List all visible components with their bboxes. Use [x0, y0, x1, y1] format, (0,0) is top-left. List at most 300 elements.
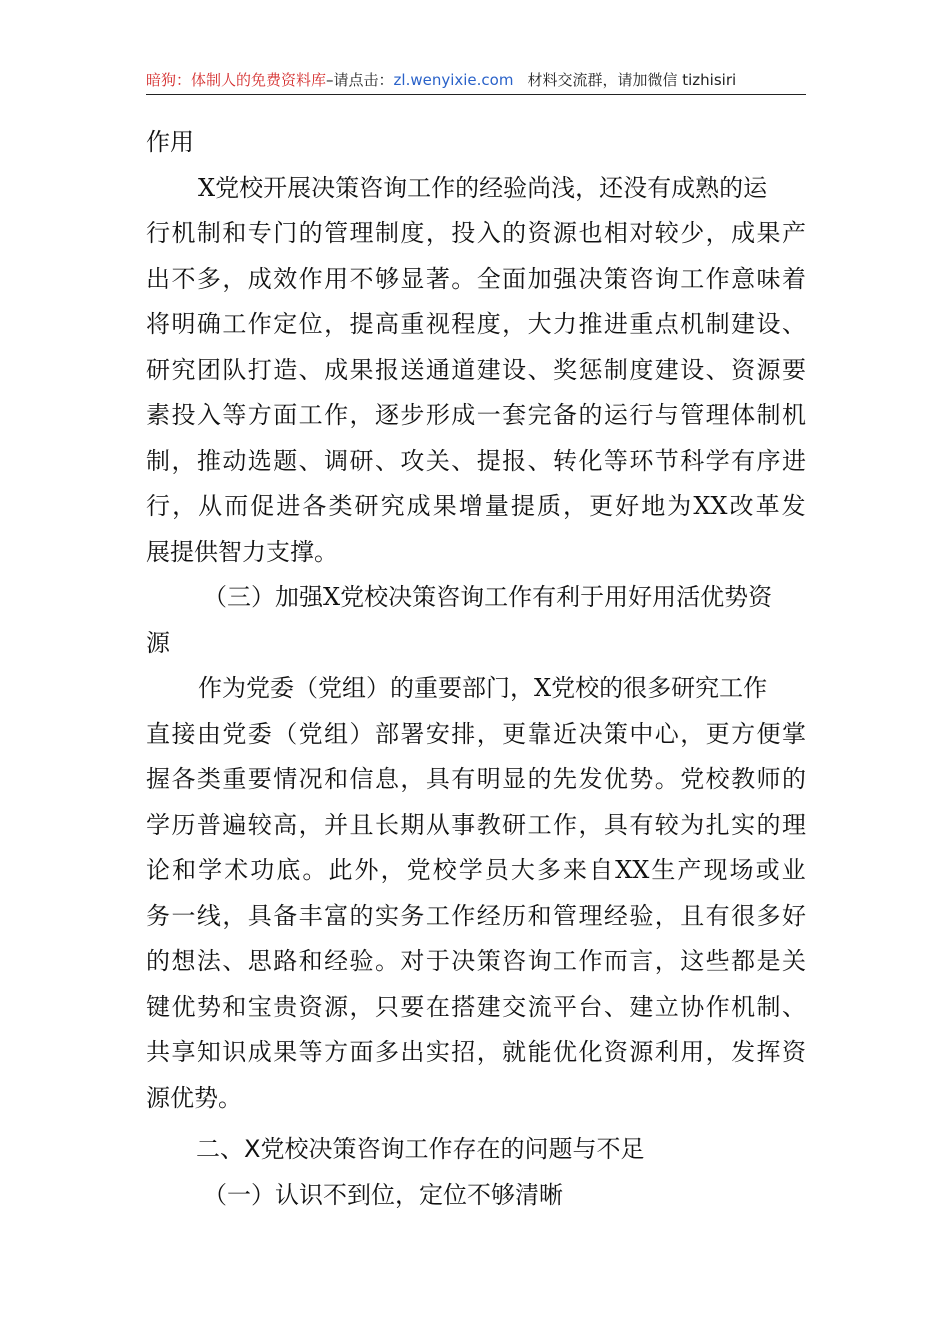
- glyph: 具: [603, 810, 628, 839]
- glyph: 高: [374, 310, 399, 338]
- glyph: 资: [298, 992, 323, 1021]
- glyph: 奖: [553, 355, 577, 384]
- glyph: 决: [578, 719, 603, 748]
- glyph: 果: [273, 1038, 298, 1066]
- glyph: 动: [222, 446, 247, 475]
- glyph: 着: [781, 264, 806, 293]
- glyph: 工: [680, 264, 705, 293]
- paragraph-line: [146, 393, 806, 439]
- glyph: 转: [553, 446, 577, 475]
- glyph: 。: [374, 947, 399, 975]
- glyph: 究: [171, 355, 196, 384]
- glyph: 造: [273, 355, 298, 384]
- glyph: 、: [781, 992, 806, 1021]
- glyph: 对: [400, 947, 425, 975]
- glyph: 实: [374, 901, 399, 930]
- glyph: 键: [146, 992, 170, 1021]
- glyph: 情: [273, 765, 298, 793]
- paragraph-line: [146, 1030, 806, 1076]
- glyph: 优: [171, 992, 196, 1021]
- glyph: 和: [324, 765, 349, 793]
- glyph: 重: [400, 310, 425, 338]
- glyph: 、: [222, 947, 247, 975]
- glyph: 套: [502, 401, 527, 429]
- glyph: 搭: [451, 992, 476, 1021]
- glyph: 校: [432, 856, 457, 884]
- glyph: 打: [247, 355, 272, 384]
- glyph: 实: [425, 1038, 450, 1066]
- paragraph-line: 作用: [146, 128, 194, 156]
- glyph: 于: [425, 947, 450, 975]
- glyph: ，: [380, 856, 405, 884]
- glyph: 和: [222, 219, 247, 247]
- glyph: 自: [589, 856, 614, 884]
- header-wechat: 材料交流群，请加微信 tizhisiri: [527, 71, 737, 89]
- glyph: 靠: [527, 719, 552, 748]
- page-header: [146, 66, 806, 95]
- glyph: 用: [680, 1038, 705, 1066]
- glyph: 味: [756, 264, 781, 293]
- glyph: ，: [654, 901, 679, 930]
- glyph: 场: [729, 856, 754, 884]
- glyph: 选: [247, 446, 272, 475]
- glyph: 大: [510, 856, 535, 884]
- glyph: 作: [705, 992, 730, 1021]
- glyph: 机: [680, 310, 705, 338]
- glyph: ，: [298, 810, 323, 839]
- glyph: 形: [425, 401, 450, 429]
- glyph: 历: [171, 810, 196, 839]
- glyph: 询: [527, 947, 552, 975]
- glyph: 协: [680, 992, 705, 1021]
- glyph: 够: [374, 264, 399, 293]
- glyph: 经: [324, 947, 349, 975]
- glyph: 道: [451, 355, 476, 384]
- glyph: 较: [654, 810, 679, 839]
- glyph: 素: [146, 401, 170, 429]
- glyph: 产: [677, 856, 702, 884]
- glyph: 有: [731, 446, 756, 475]
- glyph: 署: [400, 719, 425, 748]
- glyph: 招: [451, 1038, 476, 1066]
- glyph: 贵: [273, 992, 298, 1021]
- glyph: 作: [324, 401, 349, 429]
- glyph: 入: [476, 219, 501, 247]
- glyph: 制: [374, 219, 399, 247]
- glyph: 信: [349, 765, 374, 793]
- glyph: 制: [146, 446, 170, 475]
- glyph: 的: [349, 901, 374, 930]
- glyph: 咨: [629, 264, 654, 293]
- glyph: 交: [502, 992, 527, 1021]
- glyph: 实: [731, 810, 756, 839]
- glyph: 势: [629, 765, 654, 793]
- glyph: 方: [247, 401, 272, 429]
- glyph: 平: [553, 992, 577, 1021]
- glyph: 制: [603, 355, 628, 384]
- glyph: ，: [324, 310, 349, 338]
- paragraph-line: [146, 939, 806, 985]
- glyph: 验: [349, 947, 374, 975]
- glyph: 务: [400, 901, 425, 930]
- glyph: 程: [451, 310, 476, 338]
- glyph: ，: [476, 1038, 501, 1066]
- glyph: 的: [146, 947, 170, 975]
- glyph: 通: [425, 355, 450, 384]
- glyph: 便: [756, 719, 781, 748]
- glyph: 、: [705, 355, 730, 384]
- glyph: 学: [146, 810, 170, 839]
- glyph: 况: [298, 765, 323, 793]
- section-heading: 二、X党校决策咨询工作存在的问题与不足: [196, 1135, 645, 1163]
- glyph: 策: [603, 719, 628, 748]
- glyph: 师: [756, 765, 781, 793]
- glyph: 度: [629, 355, 654, 384]
- glyph: 和: [298, 947, 323, 975]
- glyph: 优: [603, 765, 628, 793]
- glyph: 和: [222, 992, 247, 1021]
- glyph: 关: [781, 947, 806, 975]
- glyph: 调: [324, 446, 349, 475]
- glyph: 流: [527, 992, 552, 1021]
- glyph: 的: [781, 765, 806, 793]
- glyph: 作: [247, 310, 272, 338]
- glyph: 和: [172, 856, 197, 884]
- glyph: 类: [196, 765, 221, 793]
- glyph: 术: [224, 856, 249, 884]
- glyph: 决: [578, 264, 603, 293]
- glyph: XX: [693, 492, 728, 520]
- glyph: 逐: [374, 401, 399, 429]
- glyph: 推: [196, 446, 221, 475]
- glyph: 备: [273, 901, 298, 930]
- glyph: 且: [680, 901, 705, 930]
- glyph: 安: [425, 719, 450, 748]
- glyph: ，: [222, 901, 247, 930]
- glyph: 将: [146, 310, 170, 338]
- glyph: 果: [349, 355, 374, 384]
- paragraph-line: [146, 848, 806, 894]
- paragraph-line: [146, 348, 806, 394]
- glyph: 一: [476, 401, 501, 429]
- glyph: 线: [196, 901, 221, 930]
- glyph: 共: [146, 1038, 170, 1066]
- glyph: 重: [629, 310, 654, 338]
- glyph: 较: [247, 810, 272, 839]
- glyph: 节: [654, 446, 679, 475]
- glyph: 机: [171, 219, 196, 247]
- glyph: 资: [603, 1038, 628, 1066]
- glyph: 著: [425, 264, 450, 293]
- glyph: 、: [298, 446, 323, 475]
- glyph: 成: [731, 219, 756, 247]
- glyph: 产: [781, 219, 806, 247]
- glyph: 就: [502, 1038, 527, 1066]
- glyph: 理: [781, 810, 806, 839]
- glyph: 究: [380, 492, 405, 520]
- glyph: 排: [451, 719, 476, 748]
- glyph: 有: [451, 765, 476, 793]
- glyph: 为: [680, 810, 705, 839]
- glyph: 、: [374, 446, 399, 475]
- glyph: 多: [374, 1038, 399, 1066]
- glyph: 学: [705, 446, 730, 475]
- glyph: 期: [400, 810, 425, 839]
- glyph: 量: [484, 492, 509, 520]
- glyph: 成: [451, 401, 476, 429]
- paragraph-line: [146, 985, 806, 1031]
- glyph: 效: [273, 264, 298, 293]
- glyph: 台: [578, 992, 603, 1021]
- glyph: 进: [781, 446, 806, 475]
- glyph: 要: [781, 355, 806, 384]
- paragraph-line: 展提供智力支撑。: [146, 537, 338, 566]
- glyph: 丰: [298, 901, 323, 930]
- glyph: 队: [222, 355, 247, 384]
- glyph: 、: [527, 446, 552, 475]
- glyph: 现: [703, 856, 728, 884]
- glyph: 面: [349, 1038, 374, 1066]
- glyph: 好: [781, 901, 806, 930]
- glyph: 步: [400, 401, 425, 429]
- glyph: 工: [222, 310, 247, 338]
- glyph: 高: [273, 810, 298, 839]
- glyph: 些: [705, 947, 730, 975]
- glyph: 工: [425, 901, 450, 930]
- glyph: 提: [476, 446, 501, 475]
- glyph: 的: [578, 401, 603, 429]
- glyph: 成: [247, 1038, 272, 1066]
- glyph: 重: [222, 765, 247, 793]
- paragraph-line: [146, 803, 806, 849]
- glyph: 备: [553, 401, 577, 429]
- glyph: 在: [425, 992, 450, 1021]
- glyph: 改: [729, 492, 754, 520]
- glyph: 行: [629, 401, 654, 429]
- glyph: 决: [451, 947, 476, 975]
- glyph: 位: [298, 310, 323, 338]
- glyph: 论: [146, 856, 170, 884]
- glyph: 好: [615, 492, 640, 520]
- glyph: 制: [756, 401, 781, 429]
- glyph: 而: [603, 947, 628, 975]
- glyph: 由: [196, 719, 221, 748]
- glyph: 点: [654, 310, 679, 338]
- glyph: 富: [324, 901, 349, 930]
- glyph: 成: [406, 492, 431, 520]
- glyph: 先: [553, 765, 577, 793]
- glyph: 化: [578, 446, 603, 475]
- glyph: 出: [146, 264, 170, 293]
- glyph: 团: [196, 355, 221, 384]
- glyph: 优: [553, 1038, 577, 1066]
- glyph: 来: [563, 856, 587, 884]
- glyph: 很: [731, 901, 756, 930]
- glyph: 视: [425, 310, 450, 338]
- glyph: 机: [731, 992, 756, 1021]
- glyph: 方: [324, 1038, 349, 1066]
- glyph: 专: [247, 219, 272, 247]
- glyph: 经: [476, 901, 501, 930]
- glyph: 确: [196, 310, 221, 338]
- glyph: 、: [527, 355, 552, 384]
- glyph: 源: [629, 1038, 654, 1066]
- glyph: 作: [298, 264, 323, 293]
- glyph: 理: [578, 901, 603, 930]
- glyph: 历: [502, 901, 527, 930]
- glyph: 普: [196, 810, 221, 839]
- paragraph-line: X党校开展决策咨询工作的经验尚浅，还没有成熟的运: [198, 173, 768, 202]
- glyph: 想: [171, 947, 196, 975]
- glyph: 接: [171, 719, 196, 748]
- glyph: ，: [400, 765, 425, 793]
- glyph: 校: [705, 765, 730, 793]
- glyph: 验: [629, 901, 654, 930]
- header-url-link[interactable]: zl.wenyixie.com: [393, 71, 514, 89]
- glyph: 这: [680, 947, 705, 975]
- glyph: 显: [400, 264, 425, 293]
- glyph: 不: [349, 264, 374, 293]
- glyph: 科: [680, 446, 705, 475]
- glyph: 完: [527, 401, 552, 429]
- paragraph-line: [146, 712, 806, 758]
- glyph: 、: [603, 992, 628, 1021]
- glyph: 建: [476, 992, 501, 1021]
- subsection-heading: （三）加强X党校决策咨询工作有利于用好用活优势资: [203, 583, 773, 611]
- glyph: 、: [451, 446, 476, 475]
- glyph: 的: [527, 765, 552, 793]
- glyph: 研: [146, 355, 170, 384]
- glyph: 有: [705, 901, 730, 930]
- glyph: 享: [171, 1038, 196, 1066]
- glyph: 具: [425, 765, 450, 793]
- glyph: 策: [476, 947, 501, 975]
- glyph: 心: [654, 719, 679, 748]
- glyph: ，: [172, 492, 197, 520]
- glyph: 党: [222, 719, 247, 748]
- glyph: 质: [536, 492, 561, 520]
- glyph: 务: [146, 901, 170, 930]
- glyph: 只: [374, 992, 399, 1021]
- paragraph-line: [146, 484, 806, 530]
- glyph: 革: [755, 492, 780, 520]
- glyph: 作: [553, 810, 577, 839]
- glyph: 组: [324, 719, 349, 748]
- glyph: 管: [324, 219, 349, 247]
- glyph: 源: [324, 992, 349, 1021]
- glyph: 而: [224, 492, 249, 520]
- glyph: 类: [328, 492, 353, 520]
- glyph: 作: [578, 947, 603, 975]
- glyph: 势: [196, 992, 221, 1021]
- glyph: 是: [756, 947, 781, 975]
- glyph: 也: [578, 219, 603, 247]
- glyph: 全: [476, 264, 501, 293]
- glyph: 攻: [400, 446, 425, 475]
- paragraph-line: [146, 302, 806, 348]
- glyph: ，: [705, 219, 730, 247]
- paragraph-line: [146, 894, 806, 940]
- glyph: 运: [603, 401, 628, 429]
- glyph: 员: [484, 856, 509, 884]
- glyph: 发: [578, 765, 603, 793]
- glyph: 工: [298, 401, 323, 429]
- glyph: 党: [298, 719, 323, 748]
- glyph: 面: [502, 264, 527, 293]
- glyph: 理: [705, 401, 730, 429]
- glyph: 思: [247, 947, 272, 975]
- glyph: 外: [354, 856, 379, 884]
- glyph: 握: [146, 765, 170, 793]
- glyph: 挥: [756, 1038, 781, 1066]
- glyph: ，: [563, 492, 587, 520]
- glyph: 更: [589, 492, 614, 520]
- paragraph-line: [146, 757, 806, 803]
- glyph: 成: [247, 264, 272, 293]
- glyph: ，: [654, 947, 679, 975]
- glyph: 的: [298, 219, 323, 247]
- glyph: 学: [198, 856, 223, 884]
- glyph: 的: [502, 219, 527, 247]
- glyph: ，: [502, 310, 527, 338]
- glyph: 体: [731, 401, 756, 429]
- glyph: 行: [146, 492, 170, 520]
- glyph: 源: [756, 355, 781, 384]
- glyph: 底: [276, 856, 301, 884]
- glyph: 并: [324, 810, 349, 839]
- glyph: 研: [349, 446, 374, 475]
- glyph: 委: [247, 719, 272, 748]
- glyph: 对: [629, 219, 654, 247]
- glyph: 建: [476, 355, 501, 384]
- glyph: 等: [603, 446, 628, 475]
- glyph: 路: [273, 947, 298, 975]
- glyph: ，: [425, 219, 450, 247]
- glyph: 的: [756, 810, 781, 839]
- glyph: 力: [553, 310, 577, 338]
- glyph: 明: [171, 310, 196, 338]
- glyph: 较: [654, 219, 679, 247]
- glyph: 报: [502, 446, 527, 475]
- glyph: 作: [705, 264, 730, 293]
- glyph: ，: [349, 401, 374, 429]
- glyph: 机: [781, 401, 806, 429]
- glyph: 行: [146, 219, 170, 247]
- paragraph-line: [146, 211, 806, 257]
- glyph: 。: [302, 856, 327, 884]
- glyph: 一: [171, 901, 196, 930]
- glyph: ，: [476, 719, 501, 748]
- paragraph-line: [146, 257, 806, 303]
- glyph: 投: [451, 219, 476, 247]
- glyph: 入: [196, 401, 221, 429]
- glyph: 出: [400, 1038, 425, 1066]
- glyph: 、: [298, 355, 323, 384]
- glyph: 投: [171, 401, 196, 429]
- glyph: 工: [527, 810, 552, 839]
- glyph: 资: [731, 355, 756, 384]
- glyph: 近: [553, 719, 577, 748]
- glyph: 度: [476, 310, 501, 338]
- glyph: 为: [667, 492, 692, 520]
- glyph: 多: [756, 901, 781, 930]
- glyph: 建: [654, 355, 679, 384]
- glyph: ，: [171, 446, 196, 475]
- subsection-heading: （一）认识不到位，定位不够清晰: [203, 1180, 563, 1209]
- glyph: 理: [349, 219, 374, 247]
- glyph: 成: [324, 355, 349, 384]
- glyph: 题: [273, 446, 298, 475]
